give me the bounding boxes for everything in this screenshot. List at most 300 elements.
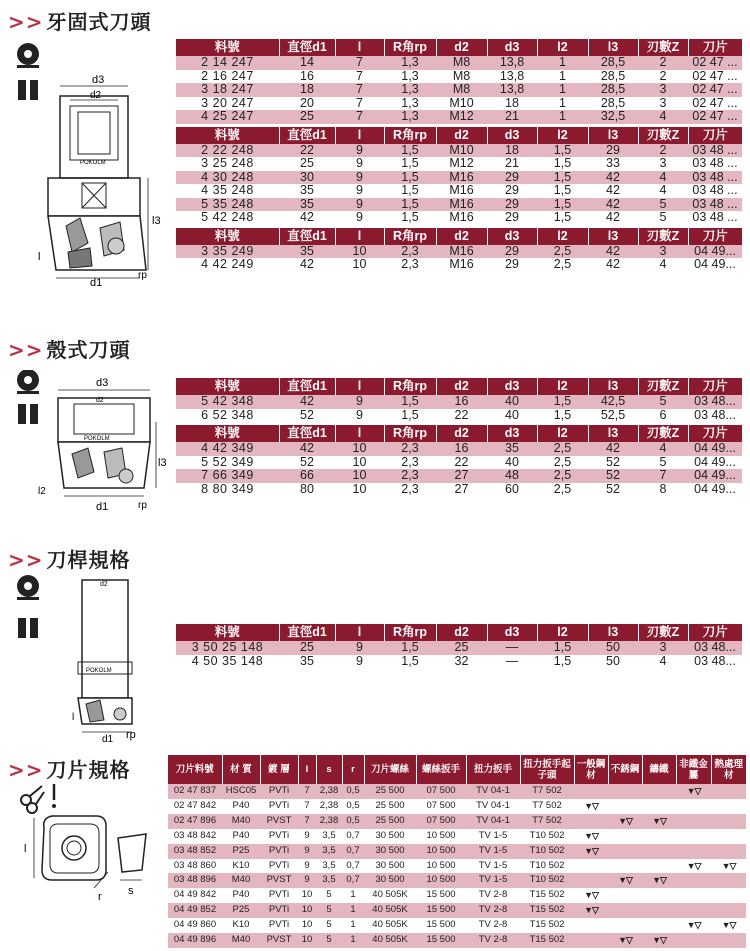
suitability-mark: ▼▽ <box>711 918 746 933</box>
column-header: l2 <box>537 378 588 395</box>
section-title-shank-spec: >> 刀桿規格 <box>8 548 131 572</box>
insert-cell: 03 48 860 <box>168 859 222 874</box>
table-cell: 7 <box>335 70 384 84</box>
suitability-mark <box>676 933 711 948</box>
table-cell: 32 <box>436 655 487 669</box>
column-header: 直徑d1 <box>279 424 335 443</box>
table-row <box>176 409 742 424</box>
table-cell: M8 <box>436 70 487 84</box>
suitability-mark <box>574 784 608 799</box>
table-cell: 9 <box>335 409 384 424</box>
disc-icon <box>17 370 39 394</box>
column-header: l <box>335 125 384 144</box>
table-cell: 13,8 <box>487 70 537 84</box>
table-cell: 03 48 ... <box>688 144 742 158</box>
column-header: l3 <box>588 226 638 245</box>
table-cell: 1,3 <box>384 97 436 111</box>
part-number-cell: 7 66 349 <box>176 469 279 483</box>
table-row <box>176 70 742 84</box>
insert-cell: 10 <box>298 918 316 933</box>
suitability-mark: ▼▽ <box>642 933 676 948</box>
part-number-cell: 2 22 248 <box>176 144 279 158</box>
insert-cell: 0,7 <box>342 873 364 888</box>
table-row <box>176 469 742 483</box>
table-cell: 7 <box>335 83 384 97</box>
table-cell: 1,3 <box>384 56 436 70</box>
table-cell: 25 <box>279 110 335 125</box>
table-cell: 9 <box>335 144 384 158</box>
insert-cell: PVTi <box>260 799 298 814</box>
table-cell: 2 <box>638 56 688 70</box>
table-cell: 29 <box>487 258 537 272</box>
table-cell: M16 <box>436 258 487 272</box>
suitability-mark <box>711 829 746 844</box>
suitability-mark <box>574 859 608 874</box>
insert-cell: TV 2-8 <box>466 918 520 933</box>
table-cell: 25 <box>279 641 335 655</box>
suitability-mark: ▼▽ <box>608 933 642 948</box>
insert-column-header: 螺絲扳手 <box>416 755 466 784</box>
table-row <box>176 483 742 497</box>
table-cell: 2,3 <box>384 442 436 456</box>
insert-cell: PVTi <box>260 888 298 903</box>
column-header: R角rp <box>384 378 436 395</box>
insert-cell: 9 <box>298 844 316 859</box>
table-header-row <box>176 226 742 245</box>
label-d2: d2 <box>100 581 108 588</box>
insert-cell: 0,7 <box>342 829 364 844</box>
table-row <box>176 157 742 171</box>
table-cell: 9 <box>335 211 384 226</box>
suitability-mark <box>711 903 746 918</box>
column-header: 刃數Z <box>638 624 688 641</box>
insert-column-header: 扭力扳手起子頭 <box>520 755 574 784</box>
insert-row <box>168 829 746 844</box>
suitability-mark <box>574 933 608 948</box>
insert-row <box>168 873 746 888</box>
clamp-icon <box>18 80 38 100</box>
table-cell: 1,5 <box>384 171 436 185</box>
table-cell: 10 <box>335 456 384 470</box>
insert-cell: 04 49 842 <box>168 888 222 903</box>
table-cell: 52 <box>279 456 335 470</box>
part-number-cell: 5 42 248 <box>176 211 279 226</box>
column-header: R角rp <box>384 226 436 245</box>
suitability-mark <box>711 873 746 888</box>
table-cell: 02 47 ... <box>688 83 742 97</box>
table-cell: 1,5 <box>537 198 588 212</box>
column-header: l3 <box>588 378 638 395</box>
insert-row <box>168 799 746 814</box>
part-number-cell: 2 14 247 <box>176 56 279 70</box>
table-cell: 42,5 <box>588 395 638 409</box>
column-header: 直徑d1 <box>279 624 335 641</box>
column-header: 刀片 <box>688 39 742 56</box>
table-cell: 1,5 <box>384 641 436 655</box>
table-cell: 7 <box>335 110 384 125</box>
table-cell: 03 48... <box>688 655 742 669</box>
table-cell: 2 <box>638 144 688 158</box>
table-cell: 28,5 <box>588 97 638 111</box>
table-cell: 33 <box>588 157 638 171</box>
insert-column-header: 熱處理材 <box>711 755 746 784</box>
insert-cell: 9 <box>298 873 316 888</box>
table-cell: 1,5 <box>384 409 436 424</box>
table-row <box>176 56 742 70</box>
insert-cell: 5 <box>316 888 342 903</box>
suitability-mark <box>574 814 608 829</box>
column-header: l <box>335 424 384 443</box>
table-cell: 8 <box>638 483 688 497</box>
column-header: l <box>335 624 384 641</box>
insert-cell: P40 <box>222 888 260 903</box>
table-row <box>176 144 742 158</box>
insert-cell: PVST <box>260 873 298 888</box>
table-cell: — <box>487 641 537 655</box>
insert-cell: 15 500 <box>416 888 466 903</box>
table-cell: 03 48 ... <box>688 198 742 212</box>
label-l2: l2 <box>38 486 46 497</box>
table-cell: 1,5 <box>537 655 588 669</box>
table-cell: 42 <box>279 442 335 456</box>
insert-cell: T7 502 <box>520 814 574 829</box>
column-header: R角rp <box>384 624 436 641</box>
column-header: 刀片 <box>688 378 742 395</box>
table-cell: 2,3 <box>384 456 436 470</box>
insert-cell: PVTi <box>260 844 298 859</box>
table-row <box>176 184 742 198</box>
table-cell: 42 <box>588 171 638 185</box>
column-header: 直徑d1 <box>279 378 335 395</box>
insert-row <box>168 918 746 933</box>
label-l3: l3 <box>152 215 161 227</box>
table-cell: 16 <box>279 70 335 84</box>
section-title-screw-head: >> 牙固式刀頭 <box>8 10 152 34</box>
insert-cell: M40 <box>222 814 260 829</box>
column-header: 料號 <box>176 424 279 443</box>
suitability-mark <box>608 799 642 814</box>
column-header: l3 <box>588 125 638 144</box>
suitability-mark <box>711 799 746 814</box>
table-cell: 4 <box>638 258 688 272</box>
suitability-mark: ▼▽ <box>711 859 746 874</box>
insert-cell: 02 47 842 <box>168 799 222 814</box>
column-header: R角rp <box>384 125 436 144</box>
table-cell: 52 <box>588 456 638 470</box>
insert-cell: 02 47 896 <box>168 814 222 829</box>
insert-cell: 15 500 <box>416 903 466 918</box>
suitability-mark: ▼▽ <box>608 873 642 888</box>
insert-cell: PVTi <box>260 859 298 874</box>
insert-cell: K10 <box>222 859 260 874</box>
column-header: l3 <box>588 424 638 443</box>
insert-cell: T15 502 <box>520 903 574 918</box>
table-cell: 03 48 ... <box>688 157 742 171</box>
table-row <box>176 97 742 111</box>
table-cell: 16 <box>436 442 487 456</box>
part-number-cell: 4 42 349 <box>176 442 279 456</box>
insert-cell: 0,5 <box>342 814 364 829</box>
suitability-mark <box>676 814 711 829</box>
table-cell: 10 <box>335 442 384 456</box>
table-cell: 1,5 <box>384 184 436 198</box>
table-cell: 14 <box>279 56 335 70</box>
insert-column-header: 刀片料號 <box>168 755 222 784</box>
label-d2: d2 <box>90 90 102 101</box>
label-rp: rp <box>138 500 147 511</box>
insert-cell: 04 49 896 <box>168 933 222 948</box>
part-number-cell: 3 18 247 <box>176 83 279 97</box>
insert-cell: 2,38 <box>316 799 342 814</box>
table-row <box>176 171 742 185</box>
insert-cell: 3,5 <box>316 873 342 888</box>
suitability-mark <box>676 903 711 918</box>
part-number-cell: 3 20 247 <box>176 97 279 111</box>
table-cell: 20 <box>279 97 335 111</box>
table-cell: 1,3 <box>384 70 436 84</box>
table-cell: 2,5 <box>537 469 588 483</box>
insert-cell: TV 04-1 <box>466 814 520 829</box>
column-header: d2 <box>436 39 487 56</box>
suitability-mark <box>608 829 642 844</box>
table-cell: 42 <box>279 258 335 272</box>
insert-cell: TV 2-8 <box>466 933 520 948</box>
table-cell: M12 <box>436 157 487 171</box>
table-cell: 4 <box>638 655 688 669</box>
table-cell: 40 <box>487 409 537 424</box>
suitability-mark: ▼▽ <box>574 888 608 903</box>
insert-column-header: 刀片螺絲 <box>364 755 416 784</box>
insert-cell: 07 500 <box>416 799 466 814</box>
label-s: s <box>128 885 134 897</box>
insert-cell: 07 500 <box>416 784 466 799</box>
label-d3: d3 <box>92 74 105 86</box>
suitability-mark <box>642 799 676 814</box>
table-cell: 40 <box>487 395 537 409</box>
table-cell: 1,5 <box>384 395 436 409</box>
insert-row <box>168 888 746 903</box>
table-cell: M8 <box>436 83 487 97</box>
table-cell: 1,3 <box>384 83 436 97</box>
suitability-mark <box>642 859 676 874</box>
insert-cell: TV 1-5 <box>466 859 520 874</box>
insert-cell: T10 502 <box>520 829 574 844</box>
insert-cell: T15 502 <box>520 918 574 933</box>
insert-table <box>168 755 746 948</box>
table-cell: 9 <box>335 655 384 669</box>
insert-cell: 3,5 <box>316 859 342 874</box>
insert-cell: T10 502 <box>520 859 574 874</box>
table-row <box>176 655 742 669</box>
table-cell: 7 <box>335 56 384 70</box>
brand-label: POKOLM <box>84 436 110 442</box>
insert-cell: 30 500 <box>364 829 416 844</box>
insert-cell: T7 502 <box>520 784 574 799</box>
table-cell: 9 <box>335 641 384 655</box>
table-cell: — <box>487 655 537 669</box>
disc-icon <box>17 43 39 68</box>
part-number-cell: 4 25 247 <box>176 110 279 125</box>
part-number-cell: 2 16 247 <box>176 70 279 84</box>
insert-cell: PVTi <box>260 784 298 799</box>
insert-column-header: 鑄鐵 <box>642 755 676 784</box>
screw-head-table <box>176 39 742 272</box>
insert-cell: 5 <box>316 903 342 918</box>
table-cell: 1,5 <box>537 211 588 226</box>
column-header: d2 <box>436 424 487 443</box>
table-row <box>176 258 742 272</box>
table-cell: 1 <box>537 97 588 111</box>
insert-cell: PVTi <box>260 918 298 933</box>
table-cell: 9 <box>335 171 384 185</box>
insert-column-header: 不銹鋼 <box>608 755 642 784</box>
table-cell: 2,5 <box>537 456 588 470</box>
insert-cell: 9 <box>298 859 316 874</box>
table-cell: M16 <box>436 171 487 185</box>
table-cell: 9 <box>335 395 384 409</box>
suitability-mark <box>642 918 676 933</box>
table-cell: 42 <box>588 211 638 226</box>
suitability-mark <box>711 844 746 859</box>
suitability-mark <box>642 888 676 903</box>
table-cell: 1,5 <box>537 144 588 158</box>
insert-cell: TV 1-5 <box>466 873 520 888</box>
suitability-mark <box>711 814 746 829</box>
brand-label: POKOLM <box>80 160 106 166</box>
column-header: 刀片 <box>688 424 742 443</box>
suitability-mark: ▼▽ <box>642 814 676 829</box>
table-cell: 02 47 ... <box>688 97 742 111</box>
column-header: 料號 <box>176 39 279 56</box>
insert-cell: 0,5 <box>342 784 364 799</box>
table-cell: 2 <box>638 70 688 84</box>
insert-cell: 1 <box>342 918 364 933</box>
column-header: l <box>335 226 384 245</box>
insert-cell: 3,5 <box>316 829 342 844</box>
insert-cell: M40 <box>222 933 260 948</box>
table-cell: 10 <box>335 469 384 483</box>
table-cell: 25 <box>436 641 487 655</box>
table-cell: 3 <box>638 245 688 259</box>
table-cell: 1,5 <box>537 395 588 409</box>
insert-cell: 03 48 896 <box>168 873 222 888</box>
insert-cell: PVTi <box>260 903 298 918</box>
table-cell: 10 <box>335 245 384 259</box>
insert-cell: T10 502 <box>520 873 574 888</box>
scissors-icon <box>21 786 44 813</box>
insert-cell: P25 <box>222 844 260 859</box>
insert-column-header: 一般鋼材 <box>574 755 608 784</box>
table-cell: M16 <box>436 245 487 259</box>
suitability-mark <box>711 784 746 799</box>
suitability-mark <box>574 918 608 933</box>
column-header: 料號 <box>176 226 279 245</box>
table-cell: 03 48 ... <box>688 211 742 226</box>
insert-cell: 5 <box>316 933 342 948</box>
table-cell: 2,5 <box>537 483 588 497</box>
insert-cell: 0,7 <box>342 844 364 859</box>
label-rp: rp <box>126 729 136 741</box>
table-header-row <box>176 424 742 443</box>
insert-row <box>168 784 746 799</box>
insert-cell: TV 2-8 <box>466 888 520 903</box>
column-header: d3 <box>487 125 537 144</box>
suitability-mark <box>676 888 711 903</box>
insert-cell: HSC05 <box>222 784 260 799</box>
table-cell: 52 <box>588 483 638 497</box>
table-cell: 1,5 <box>537 184 588 198</box>
table-cell: 4 <box>638 442 688 456</box>
table-row <box>176 211 742 226</box>
section-title-shell-head: >> 殼式刀頭 <box>8 338 131 362</box>
table-cell: 9 <box>335 157 384 171</box>
column-header: l3 <box>588 39 638 56</box>
suitability-mark: ▼▽ <box>642 873 676 888</box>
table-cell: M10 <box>436 97 487 111</box>
insert-cell: TV 2-8 <box>466 903 520 918</box>
insert-cell: 7 <box>298 799 316 814</box>
table-cell: 2,5 <box>537 442 588 456</box>
label-l: l <box>72 712 75 723</box>
table-cell: 3 <box>638 83 688 97</box>
table-cell: 5 <box>638 395 688 409</box>
table-cell: 1,5 <box>384 198 436 212</box>
table-cell: 4 <box>638 110 688 125</box>
suitability-mark <box>608 903 642 918</box>
insert-cell: T15 502 <box>520 933 574 948</box>
table-cell: 29 <box>487 211 537 226</box>
shank-drawing <box>8 574 168 746</box>
table-cell: 28,5 <box>588 83 638 97</box>
insert-cell: 2,38 <box>316 784 342 799</box>
label-rp: rp <box>138 270 147 281</box>
clamp-icon <box>18 404 38 424</box>
table-cell: 2,5 <box>537 245 588 259</box>
table-cell: 02 47 ... <box>688 56 742 70</box>
table-cell: 25 <box>279 157 335 171</box>
insert-column-header: l <box>298 755 316 784</box>
suitability-mark <box>608 859 642 874</box>
insert-column-header: 非鐵金屬 <box>676 755 711 784</box>
table-cell: 03 48... <box>688 641 742 655</box>
table-cell: 4 <box>638 184 688 198</box>
table-cell: 3 <box>638 157 688 171</box>
table-row <box>176 456 742 470</box>
suitability-mark: ▼▽ <box>574 844 608 859</box>
table-cell: 29 <box>487 171 537 185</box>
column-header: d3 <box>487 624 537 641</box>
table-cell: 6 <box>638 409 688 424</box>
table-cell: 48 <box>487 469 537 483</box>
insert-cell: 10 500 <box>416 829 466 844</box>
insert-column-header: s <box>316 755 342 784</box>
insert-cell: 40 505K <box>364 888 416 903</box>
table-cell: 1 <box>537 83 588 97</box>
table-cell: 2,3 <box>384 245 436 259</box>
suitability-mark: ▼▽ <box>574 903 608 918</box>
insert-cell: 25 500 <box>364 784 416 799</box>
table-cell: M8 <box>436 56 487 70</box>
column-header: 刃數Z <box>638 378 688 395</box>
table-cell: 50 <box>588 641 638 655</box>
insert-cell: TV 04-1 <box>466 799 520 814</box>
warning-icon <box>52 784 56 808</box>
table-cell: 18 <box>279 83 335 97</box>
table-cell: 04 49... <box>688 456 742 470</box>
insert-cell: TV 04-1 <box>466 784 520 799</box>
column-header: 料號 <box>176 125 279 144</box>
insert-cell: P40 <box>222 829 260 844</box>
